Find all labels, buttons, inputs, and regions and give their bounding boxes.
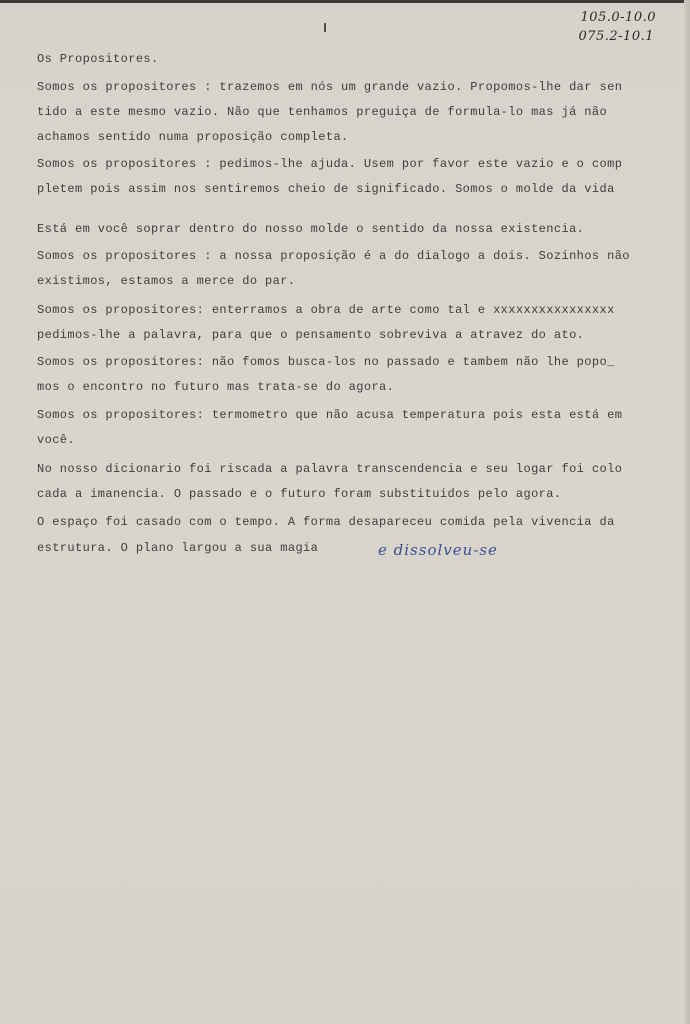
text-line: Está em você soprar dentro do nosso molde o sentido da nossa existencia.	[37, 222, 585, 236]
ink-mark	[324, 23, 326, 32]
text-line: mos o encontro no futuro mas trata-se do agora.	[37, 380, 395, 394]
text-line: pletem pois assim nos sentiremos cheio de significado. Somos o molde da vida	[37, 182, 615, 196]
page-right-edge	[684, 0, 690, 1024]
page-top-edge	[0, 0, 690, 3]
text-line: Somos os propositores: enterramos a obra de arte como tal e xxxxxxxxxxxxxxxx	[37, 303, 615, 317]
text-line: você.	[37, 433, 76, 447]
archive-code-primary: 105.0-10.0	[580, 10, 656, 25]
text-line: tido a este mesmo vazio. Não que tenhamos preguiça de formula-lo mas já não	[37, 105, 608, 119]
document-title: Os Propositores.	[37, 52, 159, 66]
text-line: O espaço foi casado com o tempo. A forma desapareceu comida pela vivencia da	[37, 515, 615, 529]
text-line: No nosso dicionario foi riscada a palavra transcendencia e seu logar foi colo	[37, 462, 623, 476]
archive-code-secondary: 075.2-10.1	[578, 29, 654, 44]
handwritten-note: e dissolveu-se	[378, 541, 498, 559]
text-line: pedimos-lhe a palavra, para que o pensamento sobreviva a atravez do ato.	[37, 328, 585, 342]
text-line: estrutura. O plano largou a sua magia	[37, 541, 319, 555]
text-line: Somos os propositores: não fomos busca-los no passado e tambem não lhe popo_	[37, 355, 615, 369]
text-line: achamos sentido numa proposição completa.	[37, 130, 349, 144]
text-line: Somos os propositores : pedimos-lhe ajuda. Usem por favor este vazio e o comp	[37, 157, 623, 171]
text-line: cada a imanencia. O passado e o futuro foram substituidos pelo agora.	[37, 487, 562, 501]
text-line: Somos os propositores : trazemos em nós um grande vazio. Propomos-lhe dar sen	[37, 80, 623, 94]
text-line: existimos, estamos a merce do par.	[37, 274, 296, 288]
text-line: Somos os propositores: termometro que não acusa temperatura pois esta está em	[37, 408, 623, 422]
text-line: Somos os propositores : a nossa proposição é a do dialogo a dois. Sozinhos não	[37, 249, 630, 263]
